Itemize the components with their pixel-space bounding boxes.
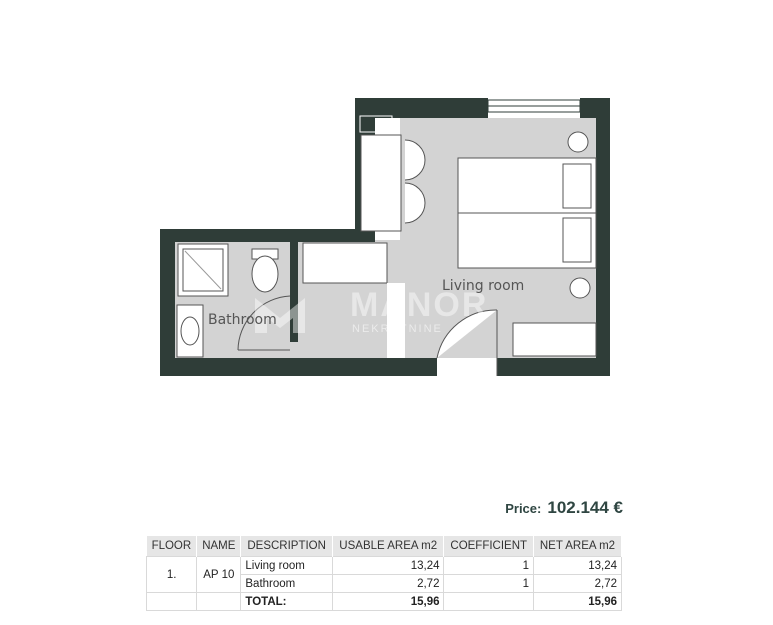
header-description: DESCRIPTION [241, 536, 333, 557]
shower [178, 244, 228, 296]
cell-net-area: 13,24 [533, 557, 621, 575]
table-row [147, 557, 622, 575]
header-coefficient: COEFFICIENT [444, 536, 534, 557]
bed-bottom [458, 213, 596, 268]
cell-usable-area: 2,72 [332, 575, 444, 593]
cell-floor: 1. [147, 557, 197, 593]
toilet [252, 249, 278, 292]
total-label: TOTAL: [241, 593, 333, 611]
price-label: Price: [505, 501, 542, 516]
kitchen-counter [303, 243, 387, 283]
area-table [146, 536, 622, 611]
table-header-row [147, 536, 622, 557]
cell-description: Living room [241, 557, 333, 575]
wardrobe [361, 135, 401, 231]
cell-description: Bathroom [241, 575, 333, 593]
sideboard [513, 323, 596, 356]
cell-name: AP 10 [197, 557, 241, 593]
window [488, 100, 580, 112]
washbasin [177, 305, 203, 357]
bed-top [458, 158, 596, 213]
watermark-tagline: NEKRETNINE [352, 323, 443, 335]
lamp-bottom [570, 278, 590, 298]
cell-usable-area: 13,24 [332, 557, 444, 575]
header-floor: FLOOR [147, 536, 197, 557]
header-net-area: NET AREA m2 [533, 536, 621, 557]
room-label-bathroom: Bathroom [208, 312, 277, 328]
room-label-living-room: Living room [442, 278, 525, 294]
price-value: 102.144 € [547, 498, 623, 517]
total-usable-area: 15,96 [332, 593, 444, 611]
lamp-top [568, 132, 588, 152]
table-total-row [147, 593, 622, 611]
cell-coefficient: 1 [444, 557, 534, 575]
price-block [505, 498, 623, 518]
watermark-brand: MANOR [350, 286, 489, 324]
header-usable-area: USABLE AREA m2 [332, 536, 444, 557]
total-net-area: 15,96 [533, 593, 621, 611]
cell-net-area: 2,72 [533, 575, 621, 593]
cell-coefficient: 1 [444, 575, 534, 593]
header-name: NAME [197, 536, 241, 557]
